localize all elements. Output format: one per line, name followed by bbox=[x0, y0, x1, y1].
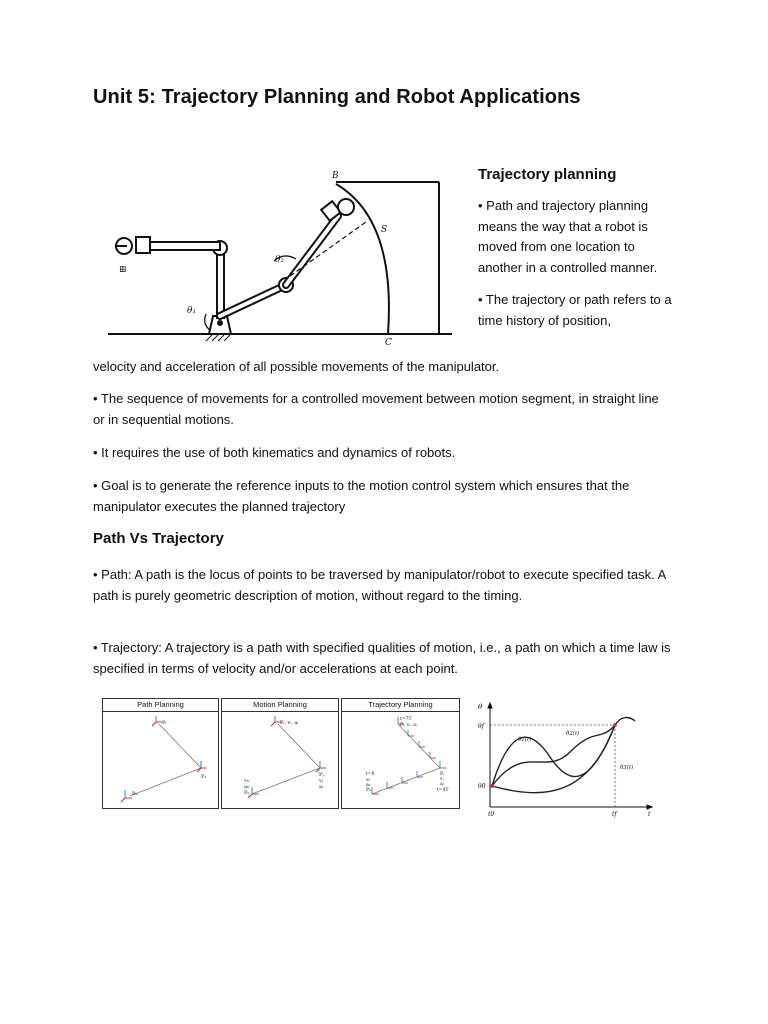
pp-start-label: P₀ bbox=[132, 791, 138, 797]
graph-curve2-label: θ2(t) bbox=[566, 731, 580, 737]
label-theta2: θ₂ bbox=[275, 255, 285, 265]
joint-trajectory-graph bbox=[470, 697, 660, 819]
tp-pj: Pⱼ bbox=[440, 772, 445, 777]
path-planning-caption: Path Planning bbox=[103, 699, 218, 712]
path-planning-diagram bbox=[103, 712, 218, 808]
motion-planning-diagram bbox=[222, 712, 338, 808]
graph-tf: tf bbox=[612, 811, 617, 818]
tp-top-pva: Pᵢ, vᵢ, aᵢ bbox=[400, 723, 417, 728]
mp-end-a: aⱼ bbox=[319, 784, 324, 790]
home-pose-wrist bbox=[136, 237, 150, 253]
base-hatching bbox=[206, 335, 230, 341]
trajectory-para-1: • Path and trajectory planning means the way that a robot is moved from one location to another in a controlled manner. bbox=[478, 198, 658, 275]
trajectory-planning-column bbox=[478, 166, 678, 331]
label-b: B bbox=[332, 171, 339, 181]
label-s: S bbox=[381, 225, 388, 235]
graph-guides bbox=[490, 725, 615, 807]
mp-end-p: Pⱼ bbox=[319, 772, 324, 778]
home-pose-horizontal-link bbox=[150, 242, 220, 250]
theta1-arc bbox=[205, 314, 210, 330]
trajectory-planning-heading: Trajectory planning bbox=[478, 166, 617, 183]
frame-icon bbox=[248, 716, 326, 798]
motion-planning-panel bbox=[221, 698, 339, 809]
path-planning-panel bbox=[102, 698, 219, 809]
tp-t-zero: t=0 bbox=[366, 772, 375, 777]
trajectory-para-5: • Goal is to generate the reference inputs to the motion control system which ensures that the manipulator executes the planned trajectory bbox=[93, 478, 630, 514]
page-title: Unit 5: Trajectory Planning and Robot Applications bbox=[93, 86, 581, 108]
mp-start-v: v₀ bbox=[244, 778, 249, 784]
moved-pose-gripper bbox=[338, 199, 354, 215]
trajectory-planning-diagram bbox=[342, 712, 459, 808]
graph-y-label: θ bbox=[478, 703, 483, 711]
intermediate-frames bbox=[372, 717, 449, 794]
gripper-symbol: ⊞ bbox=[119, 265, 127, 275]
graph-x-label: t bbox=[648, 811, 651, 818]
tp-vj: vⱼ bbox=[440, 777, 444, 782]
motion-planning-caption: Motion Planning bbox=[222, 699, 338, 712]
graph-curve3-label: θ3(t) bbox=[620, 765, 634, 771]
path-vs-trajectory-heading: Path Vs Trajectory bbox=[93, 530, 224, 547]
trajectory-para-2-end: velocity and acceleration of all possible movements of the manipulator. bbox=[93, 359, 500, 374]
tp-aj: aⱼ bbox=[440, 782, 444, 787]
tp-t-top: t=7T bbox=[400, 717, 412, 722]
trajectory-planning-panel bbox=[341, 698, 460, 809]
tp-v0: v₀ bbox=[366, 778, 371, 783]
graph-curve1-label: θ1(t) bbox=[518, 737, 532, 743]
label-c: C bbox=[385, 338, 392, 346]
mp-start-p: P₀ bbox=[244, 790, 250, 796]
trajectory-definition: • Trajectory: A trajectory is a path with specified qualities of motion, i.e., a path on which a time law is specified in terms of velocity and/or accelerations at each point. bbox=[93, 640, 671, 676]
tp-a0: a₀ bbox=[366, 783, 371, 788]
tp-p0: P₀ bbox=[366, 788, 371, 793]
curve-theta1 bbox=[492, 725, 615, 786]
graph-theta-f: θf bbox=[478, 723, 484, 730]
tp-t-end: t=4T bbox=[437, 788, 449, 793]
trajectory-para-2-start: • The trajectory or path refers to a time history of position, bbox=[478, 292, 672, 328]
label-theta1: θ₁ bbox=[187, 306, 197, 316]
pp-end-label: P₁ bbox=[201, 774, 207, 780]
robot-arm-diagram bbox=[106, 164, 456, 346]
graph-theta-0: θ0 bbox=[478, 783, 486, 790]
curve-theta2 bbox=[492, 725, 615, 786]
mp-end-v: vⱼ bbox=[319, 778, 324, 784]
trajectory-para-4: • It requires the use of both kinematics and dynamics of robots. bbox=[93, 445, 456, 460]
base-joint bbox=[217, 320, 223, 326]
pp-via-label: Pᵢ bbox=[162, 720, 167, 726]
mp-start-a: a₀ bbox=[244, 784, 249, 790]
mp-via-label: Pᵢ, vᵢ, aᵢ bbox=[280, 720, 299, 726]
path-definition: • Path: A path is the locus of points to be traversed by manipulator/robot to execute specified task. A path is purely geometric description of motion, without regard to the timing. bbox=[93, 567, 666, 603]
trajectory-planning-caption: Trajectory Planning bbox=[342, 699, 459, 712]
curve-theta3 bbox=[492, 718, 635, 793]
trajectory-para-3: • The sequence of movements for a controlled movement between motion segment, in straight line or in sequential motions. bbox=[93, 391, 659, 427]
graph-t0: t0 bbox=[488, 811, 495, 818]
home-pose-vertical-link bbox=[217, 248, 224, 318]
